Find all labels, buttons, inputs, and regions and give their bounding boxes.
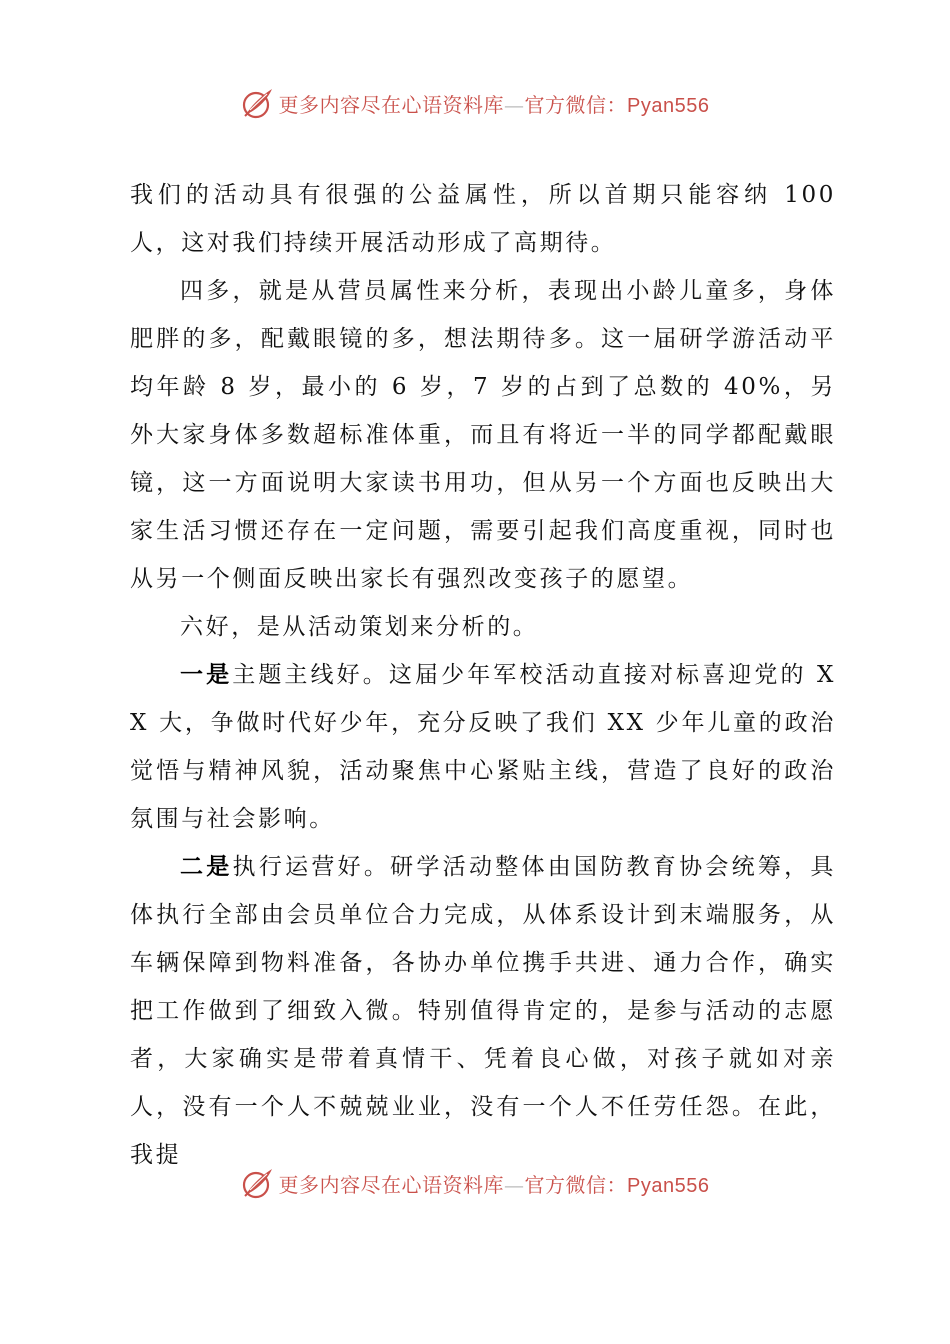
quill-logo-icon xyxy=(241,1166,275,1200)
paragraph-4-lead: 一是 xyxy=(180,662,233,688)
paragraph-2: 四多，就是从营员属性来分析，表现出小龄儿童多，身体肥胖的多，配戴眼镜的多，想法期待多。这一届研学游活动平均年龄 8 岁，最小的 6 岁，7 岁的占到了总数的 40%，另外大家身体多数超标准体重，而且有将近一半的同学都配戴眼镜，这一方面说明大家读书用功，但从另一个方面也反映出大家生活习惯还存在一定问题，需要引起我们高度重视，同时也从另一个侧面反映出家长有强烈改变孩子的愿望。 xyxy=(130,278,836,592)
document-body xyxy=(130,171,836,1179)
paragraph-4 xyxy=(130,651,836,843)
paragraph-5-text: 执行运营好。研学活动整体由国防教育协会统筹，具体执行全部由会员单位合力完成，从体系设计到末端服务，从车辆保障到物料准备，各协办单位携手共进、通力合作，确实把工作做到了细致入微。特别值得肯定的，是参与活动的志愿者，大家确实是带着真情干、凭着良心做，对孩子就如对亲人，没有一个人不兢兢业业，没有一个人不任劳任怨。在此，我提 xyxy=(130,854,836,1168)
watermark-text: 更多内容尽在心语资料库—官方微信：Pyan556 xyxy=(278,1172,710,1197)
header-watermark xyxy=(0,83,950,123)
quill-logo-icon xyxy=(241,86,275,120)
watermark-text: 更多内容尽在心语资料库—官方微信：Pyan556 xyxy=(278,92,710,117)
paragraph-3: 六好，是从活动策划来分析的。 xyxy=(180,614,539,640)
paragraph-5 xyxy=(130,843,836,1179)
footer-watermark xyxy=(0,1163,950,1203)
paragraph-1: 我们的活动具有很强的公益属性，所以首期只能容纳 100 人，这对我们持续开展活动形成了高期待。 xyxy=(130,182,836,256)
paragraph-5-lead: 二是 xyxy=(180,854,233,880)
paragraph-4-text: 主题主线好。这届少年军校活动直接对标喜迎党的 XX 大，争做时代好少年，充分反映了我们 XX 少年儿童的政治觉悟与精神风貌，活动聚焦中心紧贴主线，营造了良好的政治氛围与社会影响。 xyxy=(130,662,836,832)
